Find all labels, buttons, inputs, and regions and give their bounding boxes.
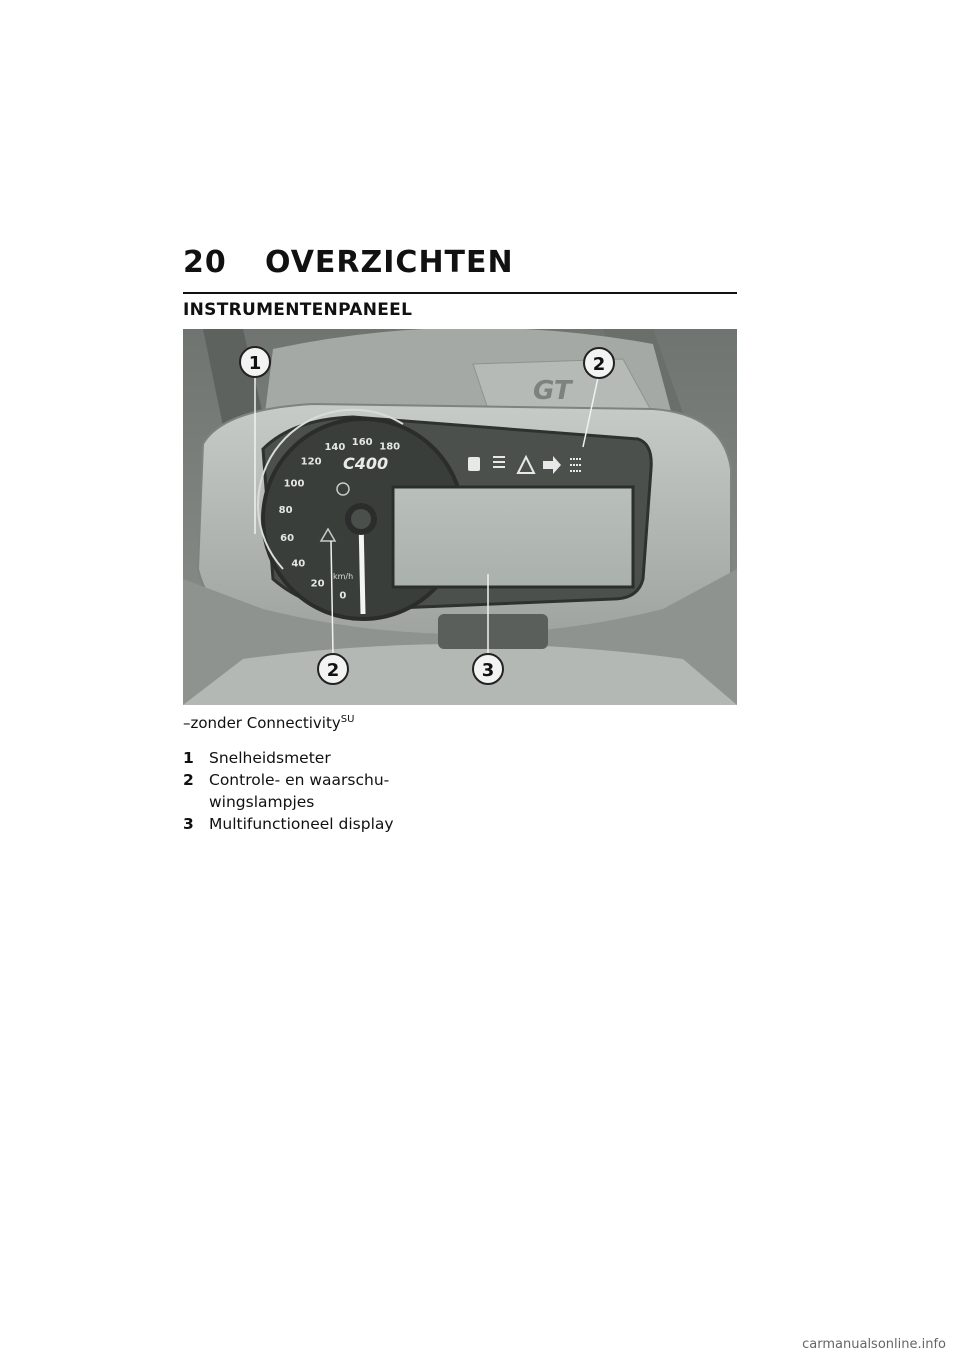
speed-tick-label: 80: [278, 505, 293, 517]
legend-text: Snelheidsmeter: [209, 749, 331, 767]
legend-item: [183, 747, 483, 769]
speed-tick-label: 100: [283, 478, 305, 490]
model-logo: C400: [343, 454, 389, 473]
legend-text: Multifunctioneel display: [209, 815, 394, 833]
callout-2-bottom: [318, 654, 348, 684]
speed-tick-label: 140: [324, 442, 346, 454]
page-header: [183, 240, 737, 280]
speed-tick-label: 40: [291, 558, 306, 570]
svg-text:3: 3: [481, 660, 495, 681]
callout-1: [240, 347, 270, 377]
legend-text: Controle- en waarschu-wingslampjes: [209, 771, 390, 811]
speed-tick-label: 0: [339, 590, 347, 602]
callout-3: [473, 654, 503, 684]
page-number: 20: [183, 245, 227, 280]
speed-tick-label: 180: [379, 441, 401, 453]
svg-text:1: 1: [248, 353, 262, 374]
legend-number: 2: [183, 771, 194, 789]
legend-item: [183, 769, 483, 813]
legend-number: 3: [183, 815, 194, 833]
speed-unit: km/h: [333, 572, 354, 581]
fuel-icon: [468, 457, 480, 471]
speed-tick-label: 120: [300, 456, 322, 468]
gt-badge: GT: [533, 376, 572, 406]
callout-2-top: [584, 348, 614, 378]
caption-text: –zonder Connectivity: [183, 714, 341, 732]
legend-number: 1: [183, 749, 194, 767]
instrument-panel-illustration: [183, 329, 737, 705]
instrument-panel-figure: [183, 329, 737, 705]
section-title: INSTRUMENTENPANEEL: [183, 300, 413, 320]
caption-superscript: SU: [340, 714, 355, 725]
figure-caption: [183, 714, 354, 732]
chapter-title: OVERZICHTEN: [265, 245, 514, 280]
speed-tick-label: 160: [351, 437, 373, 448]
multifunction-display: [393, 487, 633, 587]
legend-item: [183, 813, 483, 835]
header-divider: [183, 292, 737, 294]
svg-text:2: 2: [592, 354, 606, 375]
speed-tick-label: 60: [280, 533, 295, 544]
figure-legend: [183, 747, 483, 835]
svg-text:2: 2: [326, 660, 340, 681]
watermark-footer: carmanualsonline.info: [802, 1337, 946, 1352]
speed-tick-label: 20: [310, 578, 325, 590]
